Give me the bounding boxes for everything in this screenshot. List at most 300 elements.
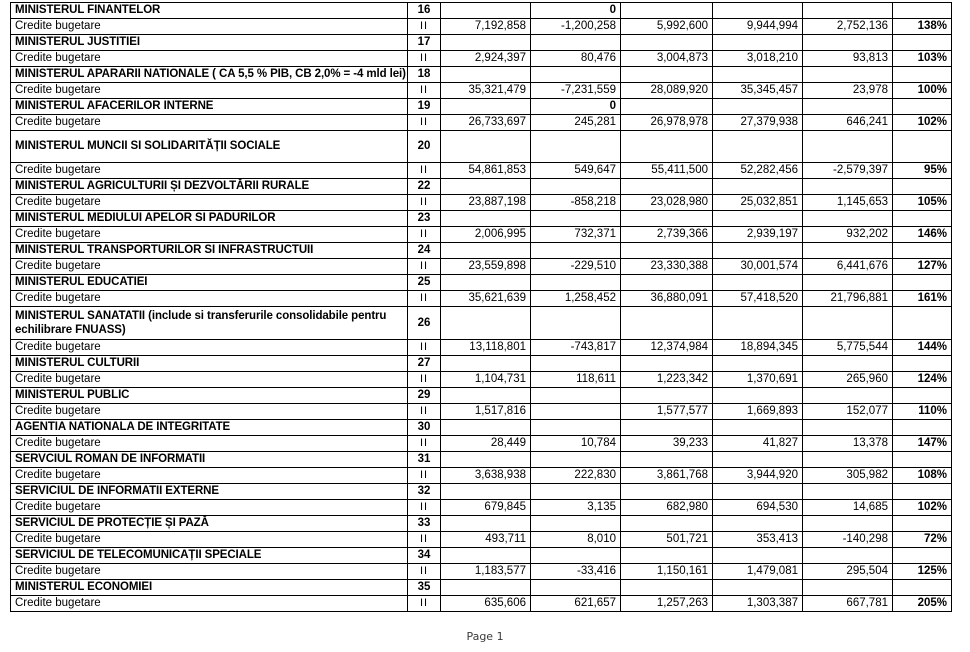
cell-institution-name: MINISTERUL AFACERILOR INTERNE — [11, 99, 408, 115]
cell-value-3: 3,861,768 — [621, 468, 713, 484]
cell-value-5: -140,298 — [803, 532, 893, 548]
table-row-institution — [11, 307, 952, 340]
cell-percent: 102% — [893, 115, 952, 131]
cell-value-5 — [803, 131, 893, 163]
cell-value-3 — [621, 275, 713, 291]
cell-value-5 — [803, 388, 893, 404]
cell-code: 24 — [408, 243, 441, 259]
cell-value-3 — [621, 67, 713, 83]
cell-institution-name: Credite bugetare — [11, 532, 408, 548]
cell-percent — [893, 580, 952, 596]
cell-value-1 — [441, 243, 531, 259]
cell-value-2: 621,657 — [531, 596, 621, 612]
cell-value-4: 35,345,457 — [713, 83, 803, 99]
cell-value-5 — [803, 452, 893, 468]
cell-percent — [893, 99, 952, 115]
cell-value-4 — [713, 243, 803, 259]
cell-value-5: -2,579,397 — [803, 163, 893, 179]
cell-value-4 — [713, 484, 803, 500]
cell-value-1: 1,517,816 — [441, 404, 531, 420]
cell-institution-name: MINISTERUL SANATATII (include si transferurile consolidabile pentru echilibrare FNUASS) — [11, 307, 408, 340]
cell-code: 29 — [408, 388, 441, 404]
cell-institution-name: MINISTERUL APARARII NATIONALE ( CA 5,5 % PIB, CB 2,0% = -4 mld lei) — [11, 67, 408, 83]
cell-value-3: 28,089,920 — [621, 83, 713, 99]
table-row-credit — [11, 500, 952, 516]
cell-value-5: 93,813 — [803, 51, 893, 67]
cell-code: 35 — [408, 580, 441, 596]
cell-institution-name: Credite bugetare — [11, 340, 408, 356]
budget-table-container — [10, 2, 951, 612]
cell-value-2: 1,258,452 — [531, 291, 621, 307]
cell-percent — [893, 35, 952, 51]
cell-institution-name: Credite bugetare — [11, 404, 408, 420]
cell-value-2: 80,476 — [531, 51, 621, 67]
cell-code: II — [408, 372, 441, 388]
table-row-credit — [11, 532, 952, 548]
cell-value-1 — [441, 452, 531, 468]
cell-institution-name: MINISTERUL EDUCATIEI — [11, 275, 408, 291]
cell-value-1: 35,321,479 — [441, 83, 531, 99]
cell-institution-name: Credite bugetare — [11, 564, 408, 580]
cell-percent — [893, 420, 952, 436]
cell-institution-name: Credite bugetare — [11, 19, 408, 35]
cell-value-5: 2,752,136 — [803, 19, 893, 35]
cell-value-2 — [531, 452, 621, 468]
cell-value-4 — [713, 356, 803, 372]
cell-percent: 161% — [893, 291, 952, 307]
cell-value-5: 6,441,676 — [803, 259, 893, 275]
cell-institution-name: Credite bugetare — [11, 500, 408, 516]
cell-value-5 — [803, 307, 893, 340]
cell-value-3: 1,150,161 — [621, 564, 713, 580]
cell-percent — [893, 67, 952, 83]
cell-code: II — [408, 227, 441, 243]
cell-institution-name: SERVICIUL DE PROTECȚIE ȘI PAZĂ — [11, 516, 408, 532]
cell-code: II — [408, 436, 441, 452]
cell-value-1: 23,887,198 — [441, 195, 531, 211]
cell-value-3 — [621, 484, 713, 500]
cell-percent — [893, 307, 952, 340]
cell-value-2 — [531, 67, 621, 83]
cell-percent: 138% — [893, 19, 952, 35]
cell-percent: 144% — [893, 340, 952, 356]
cell-code: II — [408, 340, 441, 356]
cell-value-1 — [441, 3, 531, 19]
cell-value-4: 1,370,691 — [713, 372, 803, 388]
cell-percent — [893, 388, 952, 404]
cell-value-2 — [531, 404, 621, 420]
cell-value-2 — [531, 179, 621, 195]
cell-value-4 — [713, 3, 803, 19]
cell-value-4: 9,944,994 — [713, 19, 803, 35]
cell-code: 27 — [408, 356, 441, 372]
table-row-institution — [11, 35, 952, 51]
cell-code: 18 — [408, 67, 441, 83]
cell-institution-name: MINISTERUL JUSTITIEI — [11, 35, 408, 51]
cell-percent: 95% — [893, 163, 952, 179]
cell-value-5 — [803, 211, 893, 227]
cell-value-3: 2,739,366 — [621, 227, 713, 243]
cell-value-5: 667,781 — [803, 596, 893, 612]
cell-code: II — [408, 468, 441, 484]
cell-value-5 — [803, 420, 893, 436]
cell-value-3 — [621, 179, 713, 195]
cell-percent — [893, 179, 952, 195]
cell-value-1 — [441, 420, 531, 436]
cell-value-5 — [803, 243, 893, 259]
cell-value-5: 21,796,881 — [803, 291, 893, 307]
cell-value-5: 295,504 — [803, 564, 893, 580]
page-footer: Page 1 — [466, 630, 504, 643]
table-row-credit — [11, 227, 952, 243]
cell-value-3 — [621, 548, 713, 564]
cell-value-2: -743,817 — [531, 340, 621, 356]
cell-code: II — [408, 51, 441, 67]
cell-percent — [893, 516, 952, 532]
cell-value-3: 5,992,600 — [621, 19, 713, 35]
cell-value-2 — [531, 275, 621, 291]
cell-value-4 — [713, 420, 803, 436]
table-row-institution — [11, 99, 952, 115]
cell-value-4 — [713, 211, 803, 227]
cell-percent — [893, 484, 952, 500]
cell-value-1: 3,638,938 — [441, 468, 531, 484]
cell-value-4 — [713, 548, 803, 564]
cell-value-5 — [803, 275, 893, 291]
cell-institution-name: Credite bugetare — [11, 596, 408, 612]
cell-code: 34 — [408, 548, 441, 564]
cell-value-3: 1,257,263 — [621, 596, 713, 612]
cell-value-5 — [803, 580, 893, 596]
cell-value-2: 0 — [531, 3, 621, 19]
table-row-institution — [11, 548, 952, 564]
cell-value-5: 152,077 — [803, 404, 893, 420]
table-row-credit — [11, 115, 952, 131]
cell-value-3 — [621, 516, 713, 532]
cell-institution-name: Credite bugetare — [11, 83, 408, 99]
cell-code: 16 — [408, 3, 441, 19]
cell-value-5: 305,982 — [803, 468, 893, 484]
cell-institution-name: MINISTERUL AGRICULTURII ȘI DEZVOLTĂRII RURALE — [11, 179, 408, 195]
cell-value-1: 635,606 — [441, 596, 531, 612]
cell-value-1 — [441, 131, 531, 163]
cell-code: II — [408, 195, 441, 211]
cell-value-1 — [441, 356, 531, 372]
cell-value-5 — [803, 35, 893, 51]
cell-institution-name: Credite bugetare — [11, 436, 408, 452]
cell-value-5: 265,960 — [803, 372, 893, 388]
cell-code: 23 — [408, 211, 441, 227]
cell-percent: 108% — [893, 468, 952, 484]
cell-code: 20 — [408, 131, 441, 163]
cell-percent — [893, 131, 952, 163]
cell-value-2 — [531, 420, 621, 436]
cell-value-1: 1,104,731 — [441, 372, 531, 388]
cell-percent — [893, 356, 952, 372]
cell-value-4: 27,379,938 — [713, 115, 803, 131]
cell-value-3 — [621, 452, 713, 468]
cell-value-5: 932,202 — [803, 227, 893, 243]
cell-percent — [893, 211, 952, 227]
cell-value-4: 1,303,387 — [713, 596, 803, 612]
cell-institution-name: Credite bugetare — [11, 372, 408, 388]
cell-institution-name: Credite bugetare — [11, 163, 408, 179]
cell-code: II — [408, 83, 441, 99]
table-row-credit — [11, 436, 952, 452]
cell-value-3: 12,374,984 — [621, 340, 713, 356]
table-row-credit — [11, 340, 952, 356]
cell-value-4: 694,530 — [713, 500, 803, 516]
cell-institution-name: Credite bugetare — [11, 227, 408, 243]
cell-percent — [893, 3, 952, 19]
cell-value-4 — [713, 99, 803, 115]
cell-institution-name: SERVICIUL DE TELECOMUNICAȚII SPECIALE — [11, 548, 408, 564]
cell-value-2: 3,135 — [531, 500, 621, 516]
cell-value-4: 57,418,520 — [713, 291, 803, 307]
cell-value-4 — [713, 179, 803, 195]
cell-value-2: -229,510 — [531, 259, 621, 275]
cell-value-1 — [441, 548, 531, 564]
cell-code: II — [408, 19, 441, 35]
cell-value-5 — [803, 99, 893, 115]
table-row-credit — [11, 51, 952, 67]
cell-value-1 — [441, 67, 531, 83]
cell-value-3: 1,223,342 — [621, 372, 713, 388]
table-row-institution — [11, 484, 952, 500]
cell-value-2: -858,218 — [531, 195, 621, 211]
cell-value-4: 30,001,574 — [713, 259, 803, 275]
cell-percent: 105% — [893, 195, 952, 211]
cell-value-1: 35,621,639 — [441, 291, 531, 307]
cell-value-2 — [531, 516, 621, 532]
cell-value-3 — [621, 356, 713, 372]
cell-institution-name: Credite bugetare — [11, 115, 408, 131]
cell-percent — [893, 548, 952, 564]
cell-value-2 — [531, 35, 621, 51]
cell-value-4: 25,032,851 — [713, 195, 803, 211]
cell-value-1 — [441, 35, 531, 51]
cell-institution-name: MINISTERUL ECONOMIEI — [11, 580, 408, 596]
cell-value-3: 23,330,388 — [621, 259, 713, 275]
cell-value-5 — [803, 67, 893, 83]
cell-institution-name: MINISTERUL CULTURII — [11, 356, 408, 372]
cell-code: 31 — [408, 452, 441, 468]
table-row-institution — [11, 516, 952, 532]
table-row-institution — [11, 420, 952, 436]
cell-value-4 — [713, 35, 803, 51]
cell-value-5 — [803, 179, 893, 195]
table-row-institution — [11, 356, 952, 372]
cell-value-5: 1,145,653 — [803, 195, 893, 211]
cell-value-3 — [621, 307, 713, 340]
cell-value-3 — [621, 99, 713, 115]
cell-value-5 — [803, 516, 893, 532]
cell-value-2 — [531, 211, 621, 227]
cell-value-5 — [803, 548, 893, 564]
cell-code: 30 — [408, 420, 441, 436]
cell-value-2 — [531, 388, 621, 404]
table-row-institution — [11, 388, 952, 404]
cell-code: II — [408, 596, 441, 612]
cell-percent — [893, 275, 952, 291]
table-row-institution — [11, 452, 952, 468]
cell-value-4 — [713, 67, 803, 83]
cell-value-3 — [621, 580, 713, 596]
table-row-institution — [11, 131, 952, 163]
table-row-institution — [11, 211, 952, 227]
cell-value-1 — [441, 99, 531, 115]
cell-institution-name: MINISTERUL MUNCII SI SOLIDARITĂȚII SOCIALE — [11, 131, 408, 163]
cell-value-5: 5,775,544 — [803, 340, 893, 356]
cell-value-3 — [621, 3, 713, 19]
table-row-credit — [11, 19, 952, 35]
cell-value-1 — [441, 275, 531, 291]
cell-value-1: 2,006,995 — [441, 227, 531, 243]
table-row-credit — [11, 291, 952, 307]
cell-value-1 — [441, 484, 531, 500]
cell-value-2: 10,784 — [531, 436, 621, 452]
cell-value-3 — [621, 35, 713, 51]
cell-value-1 — [441, 580, 531, 596]
cell-institution-name: Credite bugetare — [11, 259, 408, 275]
cell-value-4: 3,944,920 — [713, 468, 803, 484]
cell-institution-name: Credite bugetare — [11, 51, 408, 67]
cell-code: II — [408, 163, 441, 179]
cell-code: 25 — [408, 275, 441, 291]
cell-value-3 — [621, 388, 713, 404]
cell-value-3 — [621, 420, 713, 436]
cell-percent: 127% — [893, 259, 952, 275]
cell-value-3: 1,577,577 — [621, 404, 713, 420]
cell-percent: 205% — [893, 596, 952, 612]
cell-percent: 102% — [893, 500, 952, 516]
cell-value-4 — [713, 580, 803, 596]
budget-table-body — [11, 3, 952, 612]
cell-value-1 — [441, 179, 531, 195]
cell-value-2: -7,231,559 — [531, 83, 621, 99]
cell-institution-name: MINISTERUL MEDIULUI APELOR SI PADURILOR — [11, 211, 408, 227]
cell-value-2: -1,200,258 — [531, 19, 621, 35]
cell-value-3: 682,980 — [621, 500, 713, 516]
cell-value-3: 39,233 — [621, 436, 713, 452]
cell-code: II — [408, 115, 441, 131]
cell-code: II — [408, 564, 441, 580]
cell-value-2: -33,416 — [531, 564, 621, 580]
cell-value-2: 118,611 — [531, 372, 621, 388]
cell-percent: 125% — [893, 564, 952, 580]
cell-value-4 — [713, 275, 803, 291]
cell-code: II — [408, 500, 441, 516]
table-row-institution — [11, 243, 952, 259]
cell-code: 22 — [408, 179, 441, 195]
table-row-credit — [11, 372, 952, 388]
cell-institution-name: MINISTERUL TRANSPORTURILOR SI INFRASTRUCTUII — [11, 243, 408, 259]
cell-value-3 — [621, 243, 713, 259]
cell-value-4: 1,479,081 — [713, 564, 803, 580]
budget-table — [10, 2, 952, 612]
cell-value-1: 54,861,853 — [441, 163, 531, 179]
cell-value-2 — [531, 580, 621, 596]
cell-institution-name: MINISTERUL FINANTELOR — [11, 3, 408, 19]
cell-code: II — [408, 259, 441, 275]
cell-value-4 — [713, 307, 803, 340]
cell-value-5: 13,378 — [803, 436, 893, 452]
cell-institution-name: Credite bugetare — [11, 291, 408, 307]
cell-value-1: 26,733,697 — [441, 115, 531, 131]
cell-value-1 — [441, 211, 531, 227]
cell-value-1: 13,118,801 — [441, 340, 531, 356]
table-row-credit — [11, 195, 952, 211]
cell-value-3: 501,721 — [621, 532, 713, 548]
cell-code: 32 — [408, 484, 441, 500]
cell-value-4 — [713, 388, 803, 404]
table-row-credit — [11, 468, 952, 484]
cell-value-2: 245,281 — [531, 115, 621, 131]
cell-code: 19 — [408, 99, 441, 115]
cell-value-2: 732,371 — [531, 227, 621, 243]
cell-value-2 — [531, 356, 621, 372]
cell-value-5: 23,978 — [803, 83, 893, 99]
cell-value-1 — [441, 516, 531, 532]
cell-value-2 — [531, 131, 621, 163]
cell-percent: 146% — [893, 227, 952, 243]
cell-value-4: 41,827 — [713, 436, 803, 452]
cell-value-4 — [713, 131, 803, 163]
table-row-institution — [11, 580, 952, 596]
cell-percent: 147% — [893, 436, 952, 452]
table-row-credit — [11, 596, 952, 612]
cell-value-2: 222,830 — [531, 468, 621, 484]
cell-percent: 103% — [893, 51, 952, 67]
cell-value-1: 679,845 — [441, 500, 531, 516]
cell-percent: 110% — [893, 404, 952, 420]
cell-value-3 — [621, 131, 713, 163]
cell-value-3: 55,411,500 — [621, 163, 713, 179]
cell-value-2 — [531, 243, 621, 259]
cell-value-4: 52,282,456 — [713, 163, 803, 179]
cell-institution-name: SERVICIUL DE INFORMATII EXTERNE — [11, 484, 408, 500]
table-row-institution — [11, 179, 952, 195]
cell-value-1: 493,711 — [441, 532, 531, 548]
cell-value-2: 549,647 — [531, 163, 621, 179]
table-row-institution — [11, 67, 952, 83]
cell-value-2: 8,010 — [531, 532, 621, 548]
cell-value-3: 36,880,091 — [621, 291, 713, 307]
cell-code: 26 — [408, 307, 441, 340]
cell-institution-name: MINISTERUL PUBLIC — [11, 388, 408, 404]
cell-institution-name: Credite bugetare — [11, 468, 408, 484]
table-row-credit — [11, 404, 952, 420]
cell-value-5 — [803, 356, 893, 372]
cell-percent — [893, 452, 952, 468]
table-row-credit — [11, 163, 952, 179]
cell-value-5 — [803, 3, 893, 19]
cell-value-1 — [441, 307, 531, 340]
cell-institution-name: AGENTIA NATIONALA DE INTEGRITATE — [11, 420, 408, 436]
cell-value-5: 14,685 — [803, 500, 893, 516]
table-row-credit — [11, 564, 952, 580]
cell-value-2 — [531, 484, 621, 500]
cell-percent: 72% — [893, 532, 952, 548]
cell-code: II — [408, 532, 441, 548]
cell-code: II — [408, 404, 441, 420]
table-row-credit — [11, 259, 952, 275]
cell-value-1: 28,449 — [441, 436, 531, 452]
cell-percent: 100% — [893, 83, 952, 99]
cell-value-4: 18,894,345 — [713, 340, 803, 356]
cell-value-2 — [531, 307, 621, 340]
cell-value-4: 353,413 — [713, 532, 803, 548]
